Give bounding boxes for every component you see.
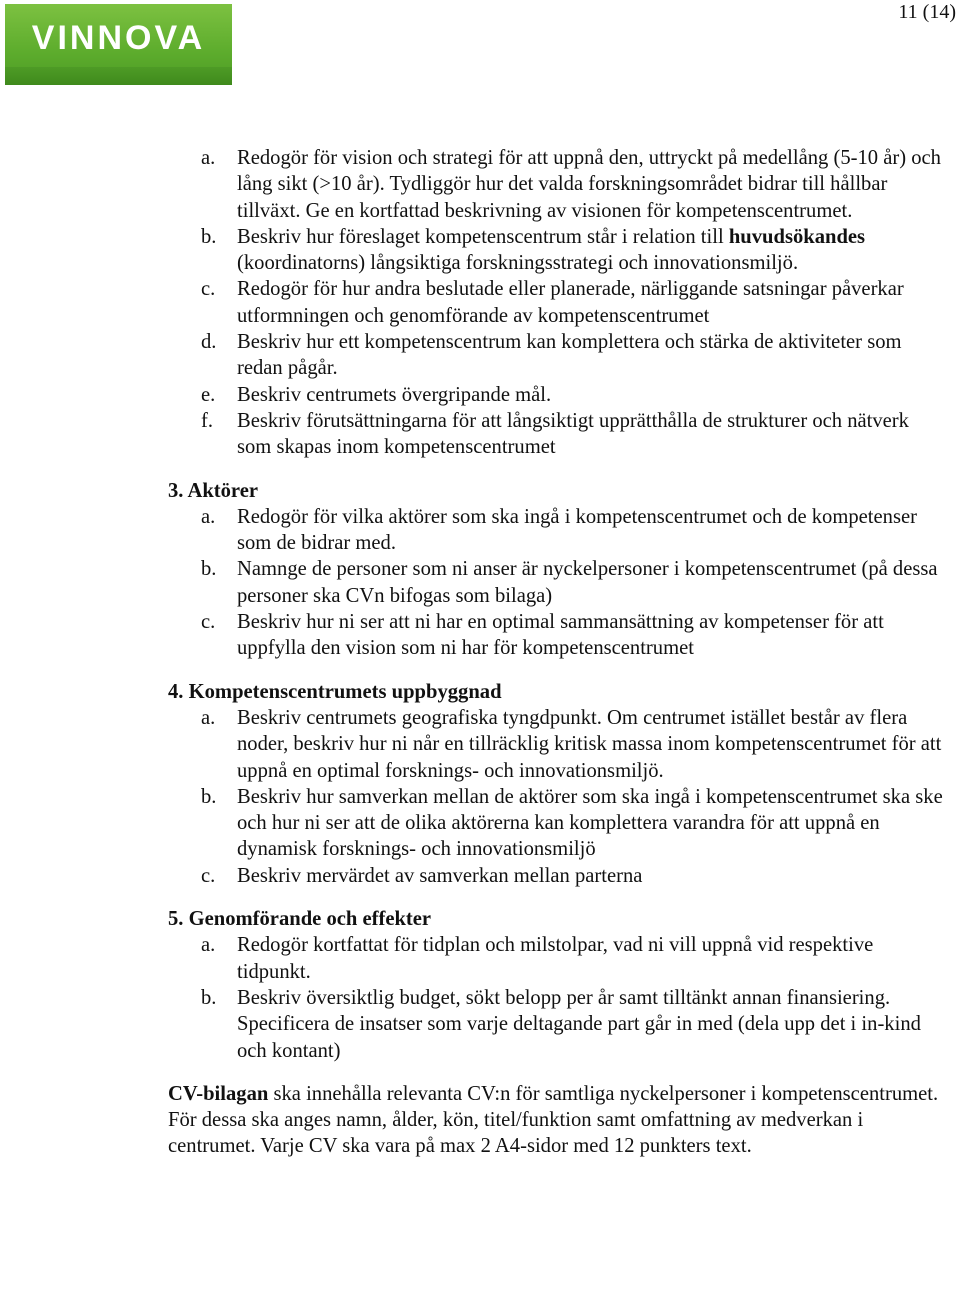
list-item (201, 224, 943, 277)
section2-list (201, 145, 943, 461)
list-marker: b. (201, 558, 217, 581)
list-marker: f. (201, 409, 214, 432)
section5-list (201, 932, 943, 1063)
list-item (201, 408, 943, 461)
list-item (201, 705, 943, 784)
list-item (201, 985, 943, 1064)
vinnova-logo (5, 4, 232, 85)
logo-band (5, 67, 232, 85)
section4-list (201, 705, 943, 889)
list-item-text: Beskriv förutsättningarna för att långsiktigt upprätthålla de strukturer och nätverk som skapas inom kompetenscentrumet (237, 409, 909, 459)
list-item (201, 504, 943, 557)
list-item (201, 276, 943, 329)
logo-text: VINNOVA (31, 19, 206, 57)
text-segment: (koordinatorns) långsiktiga forskningsstrategi och innovationsmiljö. (237, 252, 799, 275)
list-marker: a. (201, 934, 216, 957)
list-item-text: Beskriv hur samverkan mellan de aktörer som ska ingå i kompetenscentrumet ska ske och hur ni ser att de olika aktörerna kan komplettera varandra för att uppnå en dynamisk forsknings- och innovationsmiljö (237, 785, 943, 861)
list-marker: a. (201, 147, 216, 169)
section-heading: 3. Aktörer (168, 479, 258, 502)
document-body (168, 145, 943, 1160)
cv-paragraph (168, 1081, 943, 1160)
list-marker: c. (201, 864, 216, 887)
list-item-text: Redogör kortfattat för tidplan och milstolpar, vad ni vill uppnå vid respektive tidpunkt. (237, 934, 874, 983)
list-marker: b. (201, 986, 217, 1009)
list-item (201, 863, 943, 889)
list-item (201, 932, 943, 985)
text-segment: Beskriv hur föreslaget kompetenscentrum står i relation till (237, 225, 729, 248)
list-marker: c. (201, 278, 216, 301)
list-marker: b. (201, 225, 217, 248)
list-marker: b. (201, 785, 217, 808)
list-item-text: Beskriv hur ett kompetenscentrum kan komplettera och stärka de aktiviteter som redan pågår. (237, 331, 902, 380)
list-item-text (237, 224, 943, 277)
list-item (201, 329, 943, 382)
list-item (201, 145, 943, 224)
page-number: 11 (14) (898, 1, 956, 23)
list-item (201, 556, 943, 609)
list-item-text: Redogör för vilka aktörer som ska ingå i kompetenscentrumet och de kompetenser som de bidrar med. (237, 505, 917, 555)
list-item-text: Beskriv översiktlig budget, sökt belopp per år samt tilltänkt annan finansiering. Specificera de insatser som varje deltagande part går in med (dela upp det i in-kind och kontant) (237, 986, 921, 1062)
list-item-text: Redogör för hur andra beslutade eller planerade, närliggande satsningar påverkar utformningen och genomförande av kompetenscentrumet (237, 278, 904, 327)
list-item (201, 784, 943, 863)
list-item-text: Beskriv centrumets övergripande mål. (237, 383, 552, 406)
list-item-text: Beskriv centrumets geografiska tyngdpunkt. Om centrumet istället består av flera noder, beskriv hur ni når en tillräcklig kritisk massa inom kompetenscentrumet för att uppnå en optimal forsknings- och innovationsmiljö. (237, 706, 942, 782)
list-item-text: Namnge de personer som ni anser är nyckelpersoner i kompetenscentrumet (på dessa personer ska CVn bifogas som bilaga) (237, 558, 938, 607)
list-marker: c. (201, 611, 216, 634)
list-item (201, 382, 943, 408)
list-marker: a. (201, 505, 216, 528)
list-marker: e. (201, 383, 216, 406)
list-item-text: Beskriv mervärdet av samverkan mellan parterna (237, 864, 643, 887)
section-heading: 4. Kompetenscentrumets uppbyggnad (168, 680, 502, 703)
bold-term: huvudsökandes (728, 225, 866, 248)
list-marker: d. (201, 331, 217, 354)
list-item-text: Redogör för vision och strategi för att uppnå den, uttryckt på medellång (5-10 år) och lång sikt (>10 år). Tydliggör hur det valda forskningsområdet bidrar till hållbar tillväxt. Ge en kortfattad beskrivning av visionen för kompetenscentrumet. (237, 147, 941, 222)
paragraph-text: ska innehålla relevanta CV:n för samtliga nyckelpersoner i kompetenscentrumet. För dessa ska anges namn, ålder, kön, titel/funktion samt omfattning av medverkan i centrumet. Varje CV ska vara på max 2 A4-sidor med 12 punkters text. (168, 1082, 939, 1158)
list-marker: a. (201, 706, 216, 729)
section3-list (201, 504, 943, 662)
list-item-text: Beskriv hur ni ser att ni har en optimal sammansättning av kompetenser för att uppfylla den vision som ni har för kompetenscentrumet (237, 611, 884, 660)
bold-term: CV-bilagan (168, 1082, 269, 1105)
list-item (201, 609, 943, 662)
section-heading: 5. Genomförande och effekter (168, 908, 432, 931)
